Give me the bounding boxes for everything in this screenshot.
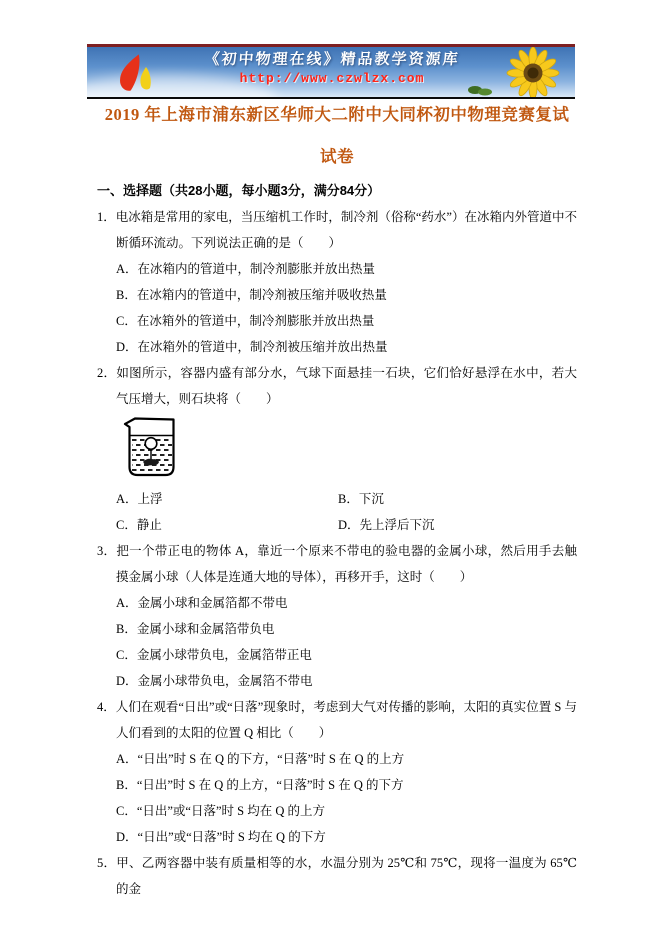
question-4 xyxy=(97,694,577,850)
option-a: A．在冰箱内的管道中，制冷剂膨胀并放出热量 xyxy=(116,262,376,276)
option-c: C．“日出”或“日落”时 S 均在 Q 的上方 xyxy=(116,804,326,818)
document-content xyxy=(97,94,577,902)
banner-site-title: 《初中物理在线》精品教学资源库 xyxy=(203,52,461,68)
option-b: B．金属小球和金属箔带负电 xyxy=(116,622,275,636)
question-text: 甲、乙两容器中装有质量相等的水，水温分别为 25℃和 75℃，现将一温度为 65℃的金 xyxy=(116,856,577,896)
question-stem xyxy=(97,850,577,902)
option-a: A．上浮 xyxy=(116,492,163,506)
question-number: 5． xyxy=(97,856,117,870)
beaker-with-balloon-and-stone-diagram xyxy=(116,415,577,483)
option-a: A．“日出”时 S 在 Q 的下方，“日落”时 S 在 Q 的上方 xyxy=(116,752,405,766)
question-number: 4． xyxy=(97,700,116,714)
question-number: 2． xyxy=(97,366,117,380)
question-number: 1． xyxy=(97,210,116,224)
question-stem xyxy=(97,538,577,590)
option-d: D．金属小球带负电，金属箔不带电 xyxy=(116,674,313,688)
option-b: B．“日出”时 S 在 Q 的上方，“日落”时 S 在 Q 的下方 xyxy=(116,778,404,792)
question-text: 人们在观看“日出”或“日落”现象时，考虑到大气对传播的影响，太阳的真实位置 S 与人们看到的太阳的位置 Q 相比（ ） xyxy=(115,700,577,740)
option-d: D．先上浮后下沉 xyxy=(338,518,435,532)
question-5 xyxy=(97,850,577,902)
option-d: D．在冰箱外的管道中，制冷剂被压缩并放出热量 xyxy=(116,340,388,354)
question-text: 把一个带正电的物体 A，靠近一个原来不带电的验电器的金属小球，然后用手去触摸金属小球（人体是连通大地的导体），再移开手，这时（ ） xyxy=(116,544,577,584)
banner-site-url-link[interactable]: http://www.czwlzx.com xyxy=(239,71,425,86)
flame-logo-icon xyxy=(113,51,159,99)
banner-text-block xyxy=(197,50,467,88)
option-a: A．金属小球和金属箔都不带电 xyxy=(116,596,288,610)
option-c: C．在冰箱外的管道中，制冷剂膨胀并放出热量 xyxy=(116,314,375,328)
option-b: B．在冰箱内的管道中，制冷剂被压缩并吸收热量 xyxy=(116,288,387,302)
option-c: C．静止 xyxy=(116,518,162,532)
question-stem xyxy=(97,360,577,412)
option-c: C．金属小球带负电，金属箔带正电 xyxy=(116,648,312,662)
page-title xyxy=(97,94,577,178)
section-heading: 一、选择题（共28小题，每小题3分，满分84分） xyxy=(97,183,381,198)
sunflower-icon xyxy=(505,45,561,99)
question-number: 3． xyxy=(97,544,117,558)
question-text: 电冰箱是常用的家电，当压缩机工作时，制冷剂（俗称“药水”）在冰箱内外管道中不断循环流动。下列说法正确的是（ ） xyxy=(115,210,577,250)
question-2 xyxy=(97,360,577,538)
site-banner xyxy=(87,44,575,99)
page-title-line1: 2019 年上海市浦东新区华师大二附中大同杯初中物理竞赛复试 xyxy=(104,105,570,124)
option-b: B．下沉 xyxy=(338,492,384,506)
question-3 xyxy=(97,538,577,694)
question-1 xyxy=(97,204,577,360)
question-text: 如图所示，容器内盛有部分水，气球下面悬挂一石块，它们恰好悬浮在水中，若大气压增大，则石块将（ ） xyxy=(116,366,577,406)
question-options xyxy=(116,486,577,538)
page-title-line2: 试卷 xyxy=(320,147,354,166)
question-stem xyxy=(97,204,577,256)
question-stem xyxy=(97,694,577,746)
option-d: D．“日出”或“日落”时 S 均在 Q 的下方 xyxy=(116,830,326,844)
